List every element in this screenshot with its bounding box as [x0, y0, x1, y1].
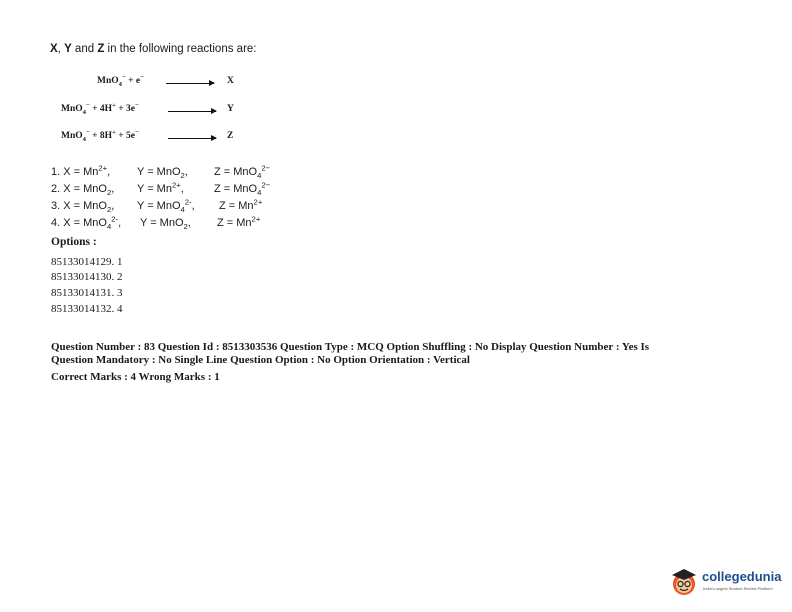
choice-2 [51, 183, 115, 198]
subscript: 4 [82, 135, 86, 143]
reactant-extra: + 8H [89, 131, 113, 141]
choice-y: Y = MnO [140, 217, 184, 229]
charge: 2+ [251, 214, 261, 224]
choice-y: Y = MnO [137, 166, 181, 178]
options-heading: Options : [51, 236, 97, 248]
subscript: 4 [257, 188, 262, 198]
choice-3-y [137, 197, 195, 215]
choice-z: Z = MnO [214, 166, 258, 178]
separator: , [107, 166, 111, 178]
charge: − [135, 101, 139, 109]
reaction-arrow-icon [168, 111, 216, 112]
question-meta-line-1: Question Number : 83 Question Id : 8513303536 Question Type : MCQ Option Shuffling : No Display Question Number : Yes Is [51, 341, 650, 353]
subscript: 2 [106, 205, 112, 215]
logo-tagline: India's largest Student Review Platform [703, 586, 773, 591]
choice-1 [51, 163, 111, 178]
choice-4 [51, 214, 122, 232]
reactant: MnO [61, 131, 83, 141]
separator: , [118, 217, 122, 229]
charge: − [121, 73, 126, 81]
charge: + [112, 128, 116, 136]
choice-number: 1. [51, 166, 61, 178]
choice-1-y [137, 166, 188, 181]
reactant: MnO [61, 104, 83, 114]
charge: 2- [111, 214, 119, 224]
charge: − [85, 101, 90, 109]
reaction-3-lhs [61, 128, 139, 143]
choice-4-y [140, 217, 191, 232]
subscript: 4 [118, 80, 122, 88]
reaction-1-product: X [227, 76, 234, 86]
reactant-tail: + 3e [115, 104, 136, 114]
choice-3 [51, 200, 115, 215]
logo-wordmark: collegedunia [702, 569, 782, 584]
reaction-arrow-icon [166, 83, 214, 84]
reactant: MnO [97, 76, 119, 86]
stem-rest: in the following reactions are: [104, 43, 257, 55]
stem-sep: , [57, 43, 65, 55]
separator: , [111, 183, 115, 195]
choice-x: X = MnO [63, 200, 107, 212]
separator: , [187, 217, 191, 229]
subscript: 2 [183, 222, 188, 232]
reactant-extra: + e [125, 76, 141, 86]
option-id-3: 85133014131. 3 [51, 287, 123, 299]
subscript: 4 [257, 171, 262, 181]
question-meta-line-3: Correct Marks : 4 Wrong Marks : 1 [51, 371, 220, 383]
separator: , [191, 200, 195, 212]
charge: 2+ [98, 163, 108, 173]
reactant-tail: + 5e [115, 131, 136, 141]
charge: − [140, 73, 144, 81]
stem-y: Y [64, 43, 72, 55]
choice-x: X = MnO [63, 217, 107, 229]
charge: 2+ [171, 180, 181, 190]
subscript: 4 [180, 205, 185, 215]
choice-2-z [214, 180, 271, 198]
reaction-2-lhs [61, 101, 139, 116]
option-id-2: 85133014130. 2 [51, 271, 123, 283]
choice-number: 2. [51, 183, 61, 195]
choice-number: 3. [51, 200, 61, 212]
choice-z: Z = Mn [217, 217, 252, 229]
choice-z: Z = Mn [219, 200, 254, 212]
reactant-extra: + 4H [89, 104, 113, 114]
choice-2-y [137, 180, 184, 195]
choice-number: 4. [51, 217, 61, 229]
charge: 2− [261, 163, 271, 173]
separator: , [180, 183, 184, 195]
question-meta-line-2: Question Mandatory : No Single Line Question Option : No Option Orientation : Vertical [51, 354, 470, 366]
stem-and: and [71, 43, 98, 55]
charge: − [85, 128, 90, 136]
reaction-2-product: Y [227, 104, 234, 114]
choice-x: X = Mn [63, 166, 99, 178]
charge: + [112, 101, 116, 109]
option-id-4: 85133014132. 4 [51, 303, 123, 315]
choice-x: X = MnO [63, 183, 107, 195]
choice-1-z [214, 163, 271, 181]
subscript: 2 [180, 171, 185, 181]
choice-y: Y = Mn [137, 183, 172, 195]
choice-3-z [219, 197, 263, 212]
choice-z: Z = MnO [214, 183, 258, 195]
separator: , [111, 200, 115, 212]
collegedunia-logo [668, 564, 788, 604]
subscript: 4 [82, 108, 86, 116]
charge: 2− [261, 180, 271, 190]
charge: 2+ [253, 197, 263, 207]
reaction-3-product: Z [227, 131, 234, 141]
stem-x: X [50, 43, 58, 55]
graduate-mascot-icon [668, 566, 700, 598]
charge: − [135, 128, 139, 136]
question-stem [50, 43, 256, 55]
separator: , [184, 166, 188, 178]
subscript: 2 [106, 188, 112, 198]
reaction-1-lhs [97, 73, 144, 88]
reaction-arrow-icon [168, 138, 216, 139]
charge: 2- [184, 197, 192, 207]
subscript: 4 [106, 222, 112, 232]
option-id-1: 85133014129. 1 [51, 256, 123, 268]
choice-y: Y = MnO [137, 200, 181, 212]
stem-z: Z [97, 43, 105, 55]
choice-4-z [217, 214, 261, 229]
